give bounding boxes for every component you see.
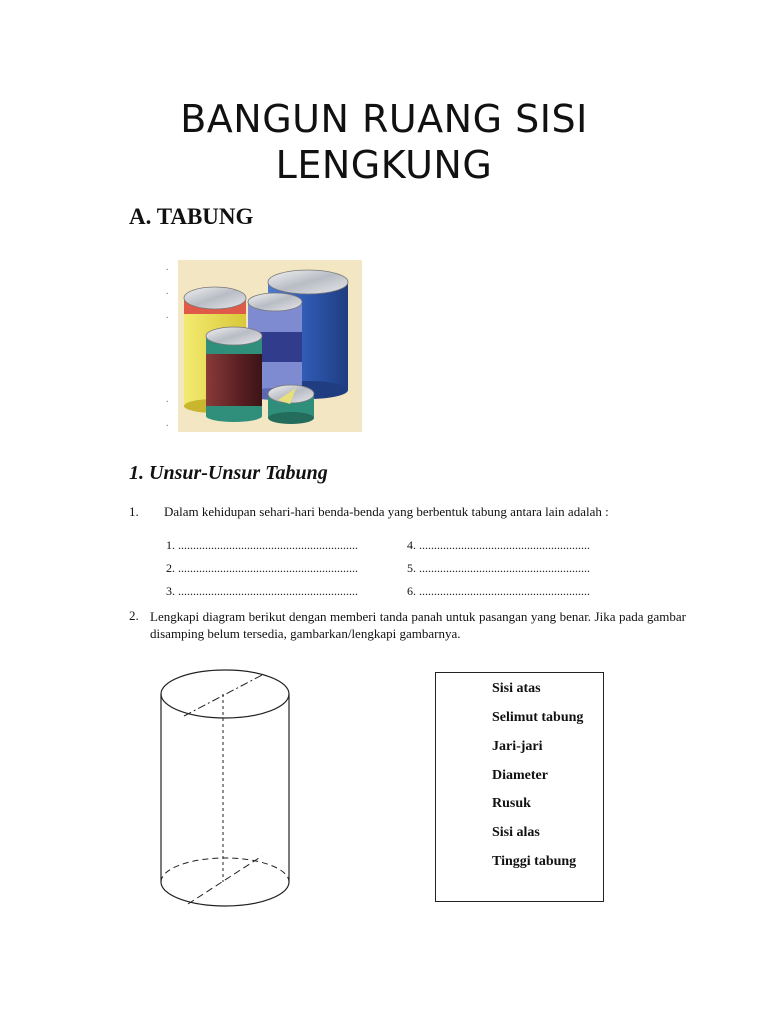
label-selimut-tabung[interactable]: Selimut tabung: [492, 710, 584, 725]
section-heading: A. TABUNG: [129, 204, 254, 229]
decorative-dots: . . . . .: [166, 262, 169, 429]
answer-blank-4[interactable]: 4. .........................................................: [407, 538, 590, 552]
title-line-2: LENGKUNG: [275, 143, 493, 187]
label-sisi-atas[interactable]: Sisi atas: [492, 681, 541, 696]
label-diameter[interactable]: Diameter: [492, 768, 548, 783]
title-line-1: BANGUN RUANG SISI: [180, 97, 588, 141]
page-title: [0, 96, 768, 188]
answer-blank-2[interactable]: 2. ............................................................: [166, 561, 358, 575]
question-1-text: Dalam kehidupan sehari-hari benda-benda yang berbentuk tabung antara lain adalah :: [164, 504, 609, 519]
label-jari-jari[interactable]: Jari-jari: [492, 739, 543, 754]
question-2-text: Lengkapi diagram berikut dengan memberi tanda panah untuk pasangan yang benar. Jika pada gambar disamping belum tersedia, gambarkan/lengkapi gambarnya.: [150, 609, 686, 641]
subsection-heading: 1. Unsur-Unsur Tabung: [129, 462, 328, 484]
question-2-number: 2.: [129, 608, 139, 623]
answer-blank-5[interactable]: 5. .........................................................: [407, 561, 590, 575]
label-tinggi-tabung[interactable]: Tinggi tabung: [492, 854, 577, 869]
answer-blank-3[interactable]: 3. ............................................................: [166, 584, 358, 598]
answer-blank-6[interactable]: 6. .........................................................: [407, 584, 590, 598]
answer-blank-1[interactable]: 1. ............................................................: [166, 538, 358, 552]
label-sisi-alas[interactable]: Sisi alas: [492, 825, 540, 840]
question-1-number: 1.: [129, 504, 139, 519]
cylinder-containers-photo: [178, 260, 362, 432]
cylinder-diagram: [150, 660, 300, 922]
label-box: [435, 672, 604, 902]
label-rusuk[interactable]: Rusuk: [492, 796, 531, 811]
